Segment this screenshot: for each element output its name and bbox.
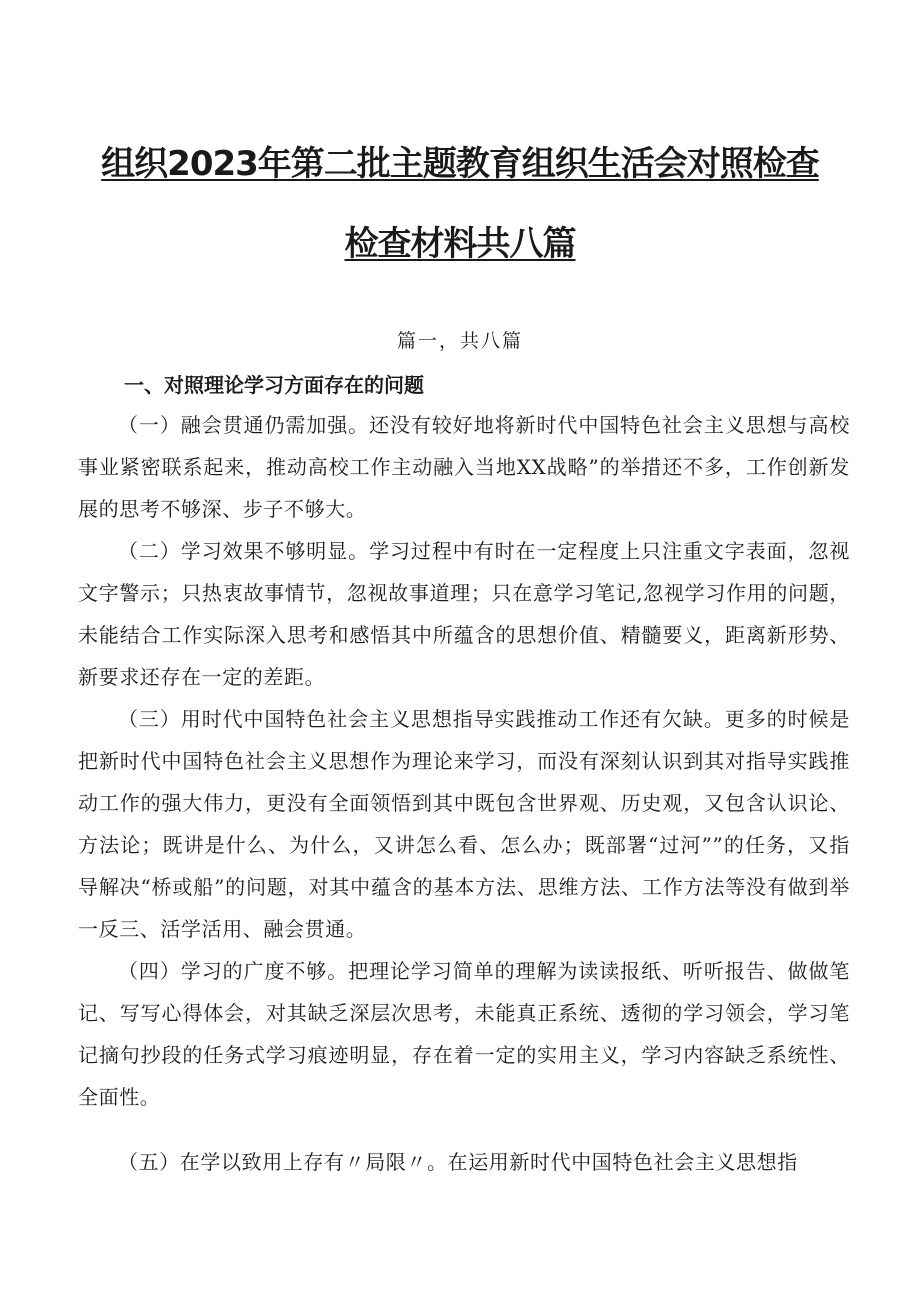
paragraph-4: （四）学习的广度不够。把理论学习简单的理解为读读报纸、听听报告、做做笔记、写写心得体会，对其缺乏深层次思考，未能真正系统、透彻的学习领会，学习笔记摘句抄段的任务式学习痕迹明显，存在着一定的实用主义，学习内容缺乏系统性、全面性。 xyxy=(78,959,850,1109)
paragraph-2: （二）学习效果不够明显。学习过程中有时在一定程度上只注重文字表面，忽视文字警示；只热衷故事情节，忽视故事道理；只在意学习笔记,忽视学习作用的问题，未能结合工作实际深入思考和感悟其中所蕴含的思想价值、精髓要义，距离新形势、新要求还存在一定的差距。 xyxy=(78,539,850,689)
paragraph-1: （一）融会贯通仍需加强。还没有较好地将新时代中国特色社会主义思想与高校事业紧密联系起来，推动高校工作主动融入当地XX战略”的举措还不多，工作创新发展的思考不够深、步子不够大。 xyxy=(78,413,850,521)
paragraph-5: （五）在学以致用上存有〃局限〃。在运用新时代中国特色社会主义思想指 xyxy=(118,1150,798,1174)
document-subtitle: 篇一，共八篇 xyxy=(396,330,523,352)
paragraph-3: （三）用时代中国特色社会主义思想指导实践推动工作还有欠缺。更多的时候是把新时代中国特色社会主义思想作为理论来学习，而没有深刻认识到其对指导实践推动工作的强大伟力，更没有全面领悟到其中既包含世界观、历史观，又包含认识论、方法论；既讲是什么、为什么，又讲怎么看、怎么办；既部署“过河””的任务，又指导解决“桥或船”的问题，对其中蕴含的基本方法、思维方法、工作方法等没有做到举一反三、活学活用、融会贯通。 xyxy=(78,707,850,941)
section-heading: 一、对照理论学习方面存在的问题 xyxy=(124,373,424,397)
document-title-line-1: 组织2023年第二批主题教育组织生活会对照检查 xyxy=(101,144,819,184)
document-title-line-2: 检查材料共八篇 xyxy=(344,224,576,264)
